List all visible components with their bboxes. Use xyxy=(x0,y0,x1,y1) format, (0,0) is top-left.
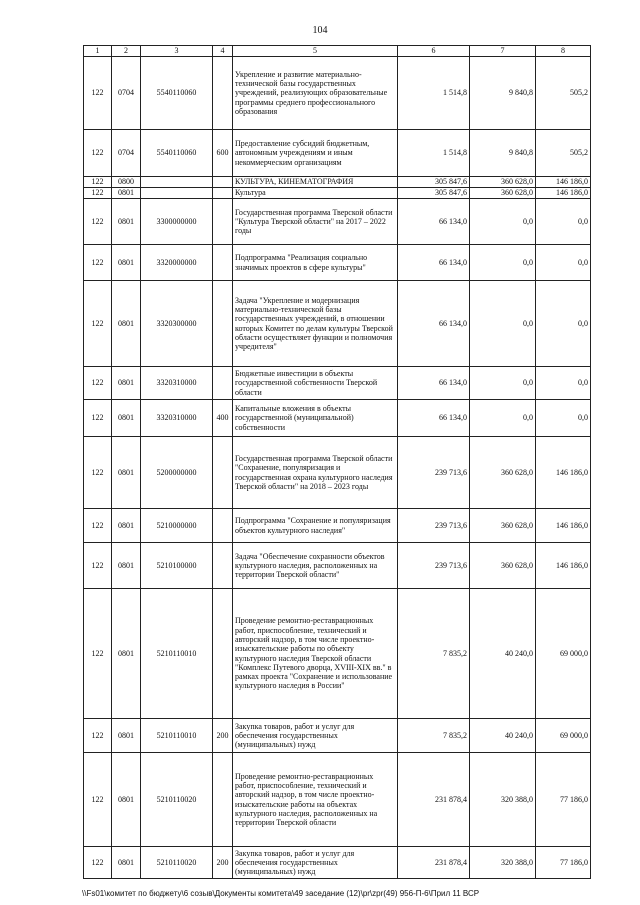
cell-expense-type xyxy=(213,589,233,719)
cell-expense-type xyxy=(213,509,233,543)
cell-expense-type xyxy=(213,199,233,245)
cell-amount-year3: 146 186,0 xyxy=(536,188,591,199)
table-row xyxy=(84,130,591,177)
cell-amount-year1: 66 134,0 xyxy=(398,199,470,245)
cell-expense-type xyxy=(213,245,233,281)
cell-amount-year3: 77 186,0 xyxy=(536,847,591,879)
cell-amount-year2: 320 388,0 xyxy=(470,847,536,879)
cell-amount-year2: 360 628,0 xyxy=(470,437,536,509)
column-header: 8 xyxy=(536,46,591,57)
column-header: 7 xyxy=(470,46,536,57)
cell-admin-code: 122 xyxy=(84,281,112,367)
cell-amount-year2: 360 628,0 xyxy=(470,509,536,543)
table-row xyxy=(84,719,591,753)
cell-section-code: 0801 xyxy=(112,245,141,281)
cell-amount-year1: 66 134,0 xyxy=(398,245,470,281)
cell-target-code: 5210000000 xyxy=(141,509,213,543)
cell-section-code: 0800 xyxy=(112,177,141,188)
cell-amount-year3: 69 000,0 xyxy=(536,589,591,719)
cell-amount-year1: 239 713,6 xyxy=(398,543,470,589)
cell-amount-year1: 1 514,8 xyxy=(398,130,470,177)
cell-expense-type xyxy=(213,543,233,589)
column-header: 3 xyxy=(141,46,213,57)
cell-target-code: 3300000000 xyxy=(141,199,213,245)
cell-amount-year2: 0,0 xyxy=(470,400,536,437)
cell-section-code: 0801 xyxy=(112,437,141,509)
cell-admin-code: 122 xyxy=(84,130,112,177)
cell-amount-year3: 146 186,0 xyxy=(536,177,591,188)
cell-section-code: 0801 xyxy=(112,847,141,879)
cell-amount-year3: 0,0 xyxy=(536,245,591,281)
cell-expense-type: 200 xyxy=(213,847,233,879)
cell-amount-year3: 0,0 xyxy=(536,281,591,367)
cell-amount-year2: 40 240,0 xyxy=(470,719,536,753)
cell-expense-type xyxy=(213,188,233,199)
cell-amount-year3: 0,0 xyxy=(536,367,591,400)
cell-section-code: 0801 xyxy=(112,719,141,753)
cell-admin-code: 122 xyxy=(84,719,112,753)
cell-description: Бюджетные инвестиции в объекты государственной собственности Тверской области xyxy=(233,367,398,400)
column-header: 1 xyxy=(84,46,112,57)
cell-description: Проведение ремонтно-реставрационных работ, приспособление, технический и авторский надзор, в том числе проектно-изыскательские работы по объекту культурного наследия Тверской области "Комплекс Путевого дворца, XVIII-XIX вв." в рамках проекта "Сохранение и использование культурного наследия в России" xyxy=(233,589,398,719)
cell-admin-code: 122 xyxy=(84,589,112,719)
cell-expense-type xyxy=(213,281,233,367)
table-row xyxy=(84,400,591,437)
cell-target-code: 3320000000 xyxy=(141,245,213,281)
cell-description: Подпрограмма "Реализация социально значимых проектов в сфере культуры" xyxy=(233,245,398,281)
cell-admin-code: 122 xyxy=(84,437,112,509)
cell-amount-year3: 146 186,0 xyxy=(536,509,591,543)
cell-admin-code: 122 xyxy=(84,57,112,130)
column-header: 5 xyxy=(233,46,398,57)
cell-amount-year1: 231 878,4 xyxy=(398,753,470,847)
cell-amount-year1: 305 847,6 xyxy=(398,188,470,199)
cell-amount-year1: 305 847,6 xyxy=(398,177,470,188)
table-row xyxy=(84,509,591,543)
cell-target-code: 5200000000 xyxy=(141,437,213,509)
table-row xyxy=(84,57,591,130)
table-row xyxy=(84,753,591,847)
cell-admin-code: 122 xyxy=(84,367,112,400)
cell-admin-code: 122 xyxy=(84,847,112,879)
cell-target-code: 5210110010 xyxy=(141,719,213,753)
cell-admin-code: 122 xyxy=(84,543,112,589)
budget-table xyxy=(83,45,591,879)
cell-admin-code: 122 xyxy=(84,400,112,437)
cell-amount-year3: 146 186,0 xyxy=(536,543,591,589)
cell-admin-code: 122 xyxy=(84,509,112,543)
column-header: 2 xyxy=(112,46,141,57)
cell-section-code: 0801 xyxy=(112,753,141,847)
table-row xyxy=(84,543,591,589)
cell-amount-year1: 66 134,0 xyxy=(398,400,470,437)
cell-description: КУЛЬТУРА, КИНЕМАТОГРАФИЯ xyxy=(233,177,398,188)
cell-target-code: 3320310000 xyxy=(141,367,213,400)
cell-admin-code: 122 xyxy=(84,188,112,199)
cell-description: Капитальные вложения в объекты государственной (муниципальной) собственности xyxy=(233,400,398,437)
cell-section-code: 0801 xyxy=(112,589,141,719)
cell-amount-year1: 231 878,4 xyxy=(398,847,470,879)
cell-amount-year1: 239 713,6 xyxy=(398,509,470,543)
cell-target-code: 5210110020 xyxy=(141,847,213,879)
cell-description: Задача "Укрепление и модернизация материально-технической базы государственных учреждений, в отношении которых Комитет по делам культуры Тверской области осуществляет функции и полномочия учредителя" xyxy=(233,281,398,367)
table-row xyxy=(84,245,591,281)
cell-description: Закупка товаров, работ и услуг для обеспечения государственных (муниципальных) нужд xyxy=(233,847,398,879)
table-row xyxy=(84,199,591,245)
cell-amount-year1: 1 514,8 xyxy=(398,57,470,130)
column-header: 4 xyxy=(213,46,233,57)
column-header: 6 xyxy=(398,46,470,57)
cell-target-code: 5540110060 xyxy=(141,130,213,177)
cell-expense-type: 600 xyxy=(213,130,233,177)
cell-description: Проведение ремонтно-реставрационных работ, приспособление, технический и авторский надзор, в том числе проектно-изыскательские работы на объектах культурного наследия, расположенных на территории Тверской области xyxy=(233,753,398,847)
cell-target-code: 5210100000 xyxy=(141,543,213,589)
table-row xyxy=(84,188,591,199)
cell-section-code: 0801 xyxy=(112,367,141,400)
table-row xyxy=(84,177,591,188)
cell-description: Закупка товаров, работ и услуг для обеспечения государственных (муниципальных) нужд xyxy=(233,719,398,753)
cell-expense-type: 400 xyxy=(213,400,233,437)
cell-amount-year3: 0,0 xyxy=(536,400,591,437)
cell-description: Укрепление и развитие материально-технической базы государственных учреждений, реализующих образовательные программы среднего профессионального образования xyxy=(233,57,398,130)
cell-amount-year1: 66 134,0 xyxy=(398,281,470,367)
cell-target-code: 3320310000 xyxy=(141,400,213,437)
table-row xyxy=(84,589,591,719)
cell-admin-code: 122 xyxy=(84,177,112,188)
footer-file-path: \\Fs01\комитет по бюджету\6 созыв\Документы комитета\49 заседание (12)\pr\zpr(49) 956-П-6\Прил 11 ВСР xyxy=(82,889,480,898)
cell-target-code: 5210110020 xyxy=(141,753,213,847)
cell-description: Государственная программа Тверской области "Культура Тверской области" на 2017 – 2022 годы xyxy=(233,199,398,245)
cell-amount-year2: 9 840,8 xyxy=(470,130,536,177)
cell-section-code: 0801 xyxy=(112,188,141,199)
cell-amount-year3: 505,2 xyxy=(536,57,591,130)
cell-amount-year2: 0,0 xyxy=(470,367,536,400)
cell-section-code: 0704 xyxy=(112,57,141,130)
cell-amount-year2: 9 840,8 xyxy=(470,57,536,130)
table-row xyxy=(84,437,591,509)
cell-amount-year2: 320 388,0 xyxy=(470,753,536,847)
cell-amount-year2: 0,0 xyxy=(470,245,536,281)
table-row xyxy=(84,367,591,400)
cell-amount-year3: 69 000,0 xyxy=(536,719,591,753)
page-number: 104 xyxy=(312,25,328,36)
cell-amount-year2: 40 240,0 xyxy=(470,589,536,719)
cell-amount-year3: 146 186,0 xyxy=(536,437,591,509)
cell-description: Культура xyxy=(233,188,398,199)
cell-target-code xyxy=(141,188,213,199)
cell-section-code: 0801 xyxy=(112,199,141,245)
cell-admin-code: 122 xyxy=(84,753,112,847)
cell-target-code: 5540110060 xyxy=(141,57,213,130)
table-row xyxy=(84,847,591,879)
cell-section-code: 0801 xyxy=(112,400,141,437)
cell-amount-year2: 360 628,0 xyxy=(470,543,536,589)
cell-target-code: 5210110010 xyxy=(141,589,213,719)
cell-amount-year1: 7 835,2 xyxy=(398,719,470,753)
cell-amount-year1: 239 713,6 xyxy=(398,437,470,509)
cell-expense-type xyxy=(213,57,233,130)
cell-amount-year3: 505,2 xyxy=(536,130,591,177)
cell-amount-year3: 0,0 xyxy=(536,199,591,245)
cell-section-code: 0801 xyxy=(112,281,141,367)
cell-description: Государственная программа Тверской области "Сохранение, популяризация и государственная охрана культурного наследия Тверской области" на 2018 – 2023 годы xyxy=(233,437,398,509)
cell-expense-type xyxy=(213,367,233,400)
cell-admin-code: 122 xyxy=(84,199,112,245)
cell-section-code: 0801 xyxy=(112,509,141,543)
table-row xyxy=(84,281,591,367)
cell-description: Задача "Обеспечение сохранности объектов культурного наследия, расположенных на территории Тверской области" xyxy=(233,543,398,589)
cell-section-code: 0704 xyxy=(112,130,141,177)
cell-amount-year2: 0,0 xyxy=(470,281,536,367)
cell-section-code: 0801 xyxy=(112,543,141,589)
cell-admin-code: 122 xyxy=(84,245,112,281)
cell-amount-year2: 0,0 xyxy=(470,199,536,245)
cell-target-code: 3320300000 xyxy=(141,281,213,367)
table-header-row xyxy=(84,46,591,57)
cell-description: Подпрограмма "Сохранение и популяризация объектов культурного наследия" xyxy=(233,509,398,543)
cell-description: Предоставление субсидий бюджетным, автономным учреждениям и иным некоммерческим организациям xyxy=(233,130,398,177)
cell-expense-type xyxy=(213,437,233,509)
cell-expense-type xyxy=(213,753,233,847)
cell-amount-year1: 7 835,2 xyxy=(398,589,470,719)
cell-amount-year1: 66 134,0 xyxy=(398,367,470,400)
cell-amount-year2: 360 628,0 xyxy=(470,177,536,188)
cell-amount-year2: 360 628,0 xyxy=(470,188,536,199)
cell-expense-type xyxy=(213,177,233,188)
cell-amount-year3: 77 186,0 xyxy=(536,753,591,847)
cell-target-code xyxy=(141,177,213,188)
cell-expense-type: 200 xyxy=(213,719,233,753)
